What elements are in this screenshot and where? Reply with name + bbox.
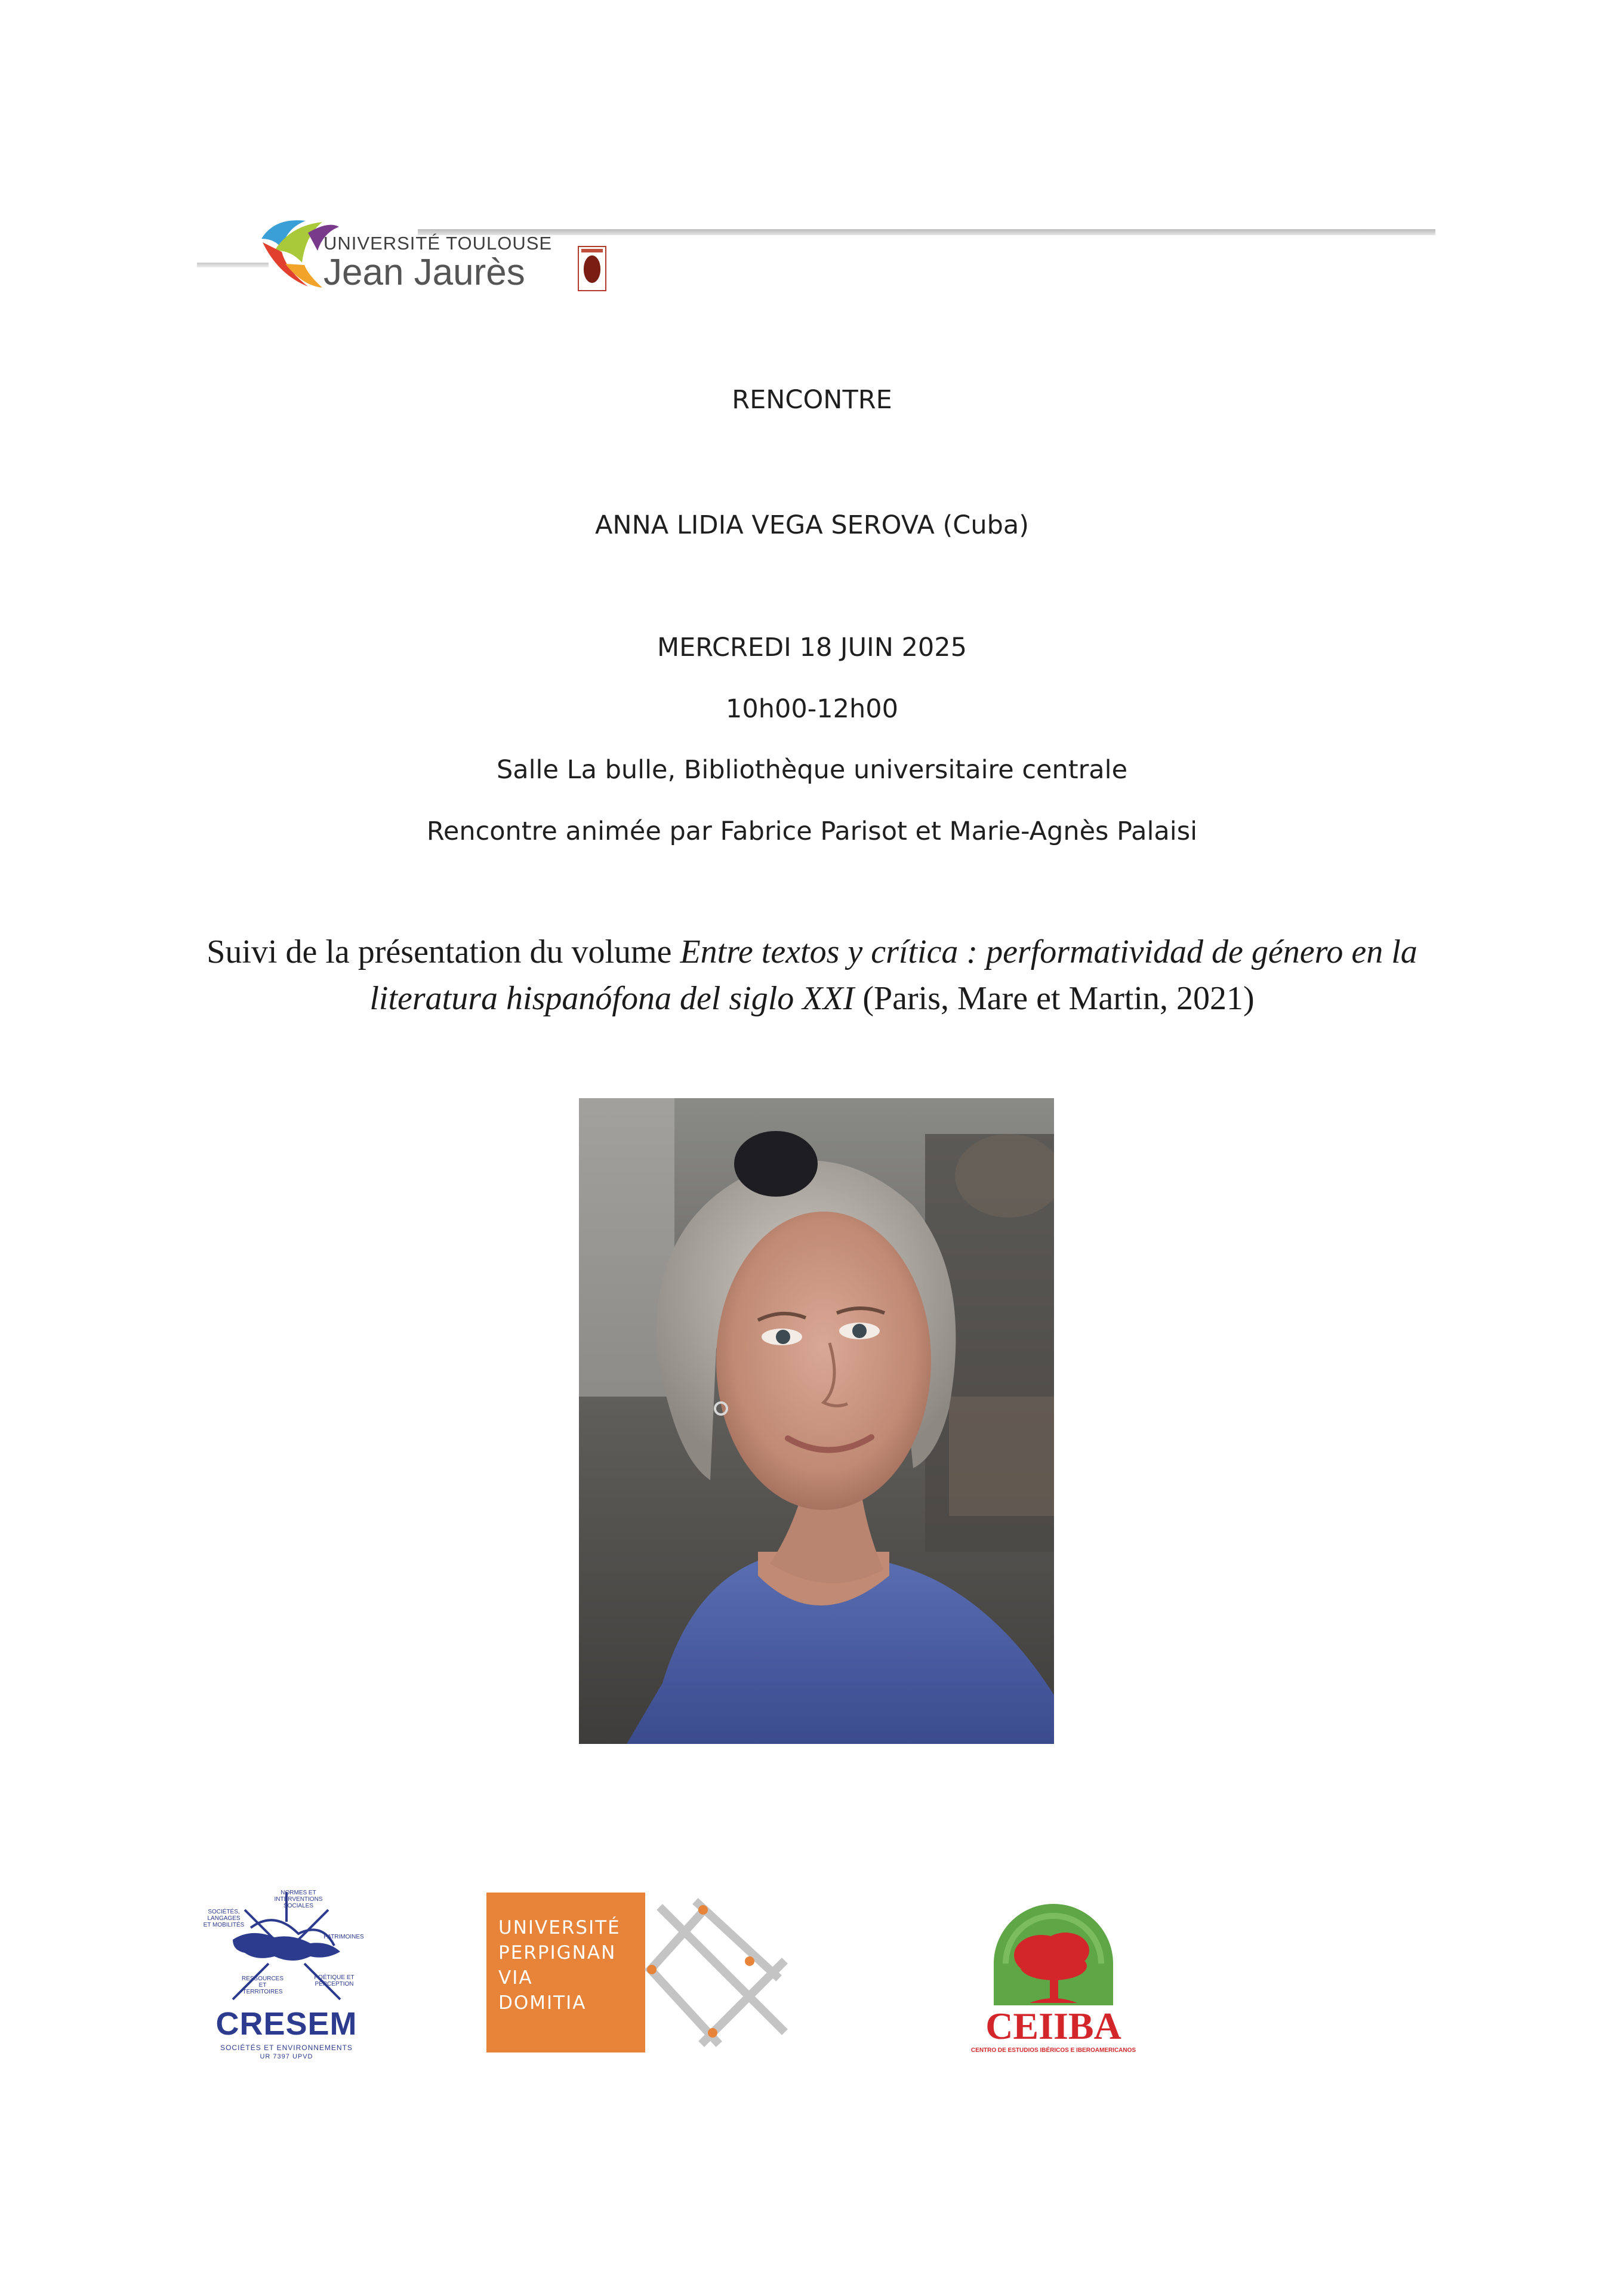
cresem-label-poetique: POÉTIQUE ET PERCEPTION xyxy=(314,1974,355,1987)
ut-seal-badge-icon xyxy=(578,246,606,291)
cresem-label-patrimoines: PATRIMOINES xyxy=(323,1934,364,1940)
upvd-logo-text: UNIVERSITÉ PERPIGNAN VIA DOMITIA xyxy=(498,1917,621,2014)
event-date: MERCREDI 18 JUIN 2025 xyxy=(657,633,967,662)
cresem-unit: UR 7397 UPVD xyxy=(260,2053,313,2060)
cresem-label-ressources: RESSOURCES ET TERRITOIRES xyxy=(241,1976,283,1995)
ceiiba-name: CEIIBA xyxy=(985,2005,1121,2047)
university-toulouse-logo xyxy=(251,215,609,298)
ceiiba-subtitle: CENTRO DE ESTUDIOS IBÉRICOS E IBEROAMERICANOS xyxy=(970,2047,1136,2054)
book-title: Entre textos y crítica : performatividad de género en la literatura hispanófona del siglo XXI xyxy=(369,933,1417,1017)
ceiiba-logo xyxy=(961,1904,1146,2059)
cresem-label-societes: SOCIÉTÉS, LANGAGES ET MOBILITÉS xyxy=(203,1909,245,1928)
cresem-logo xyxy=(203,1886,370,2065)
upvd-logo xyxy=(486,1893,645,2052)
logo-university-line: UNIVERSITÉ TOULOUSE xyxy=(323,233,553,254)
guest-portrait xyxy=(579,1098,1054,1744)
event-type: RENCONTRE xyxy=(732,385,892,415)
portrait-photo xyxy=(579,1098,1054,1744)
presentation-intro: Suivi de la présentation du volume xyxy=(207,933,680,970)
event-place: Salle La bulle, Bibliothèque universitaire centrale xyxy=(496,755,1128,785)
book-publication: (Paris, Mare et Martin, 2021) xyxy=(854,980,1255,1017)
cresem-name: CRESEM xyxy=(215,2006,358,2042)
cresem-subtitle: SOCIÉTÉS ET ENVIRONNEMENTS xyxy=(220,2044,353,2052)
logo-jean-jaures-line: Jean Jaurès xyxy=(323,252,525,293)
ceiiba-tree-icon xyxy=(994,1904,1113,2011)
event-time: 10h00-12h00 xyxy=(726,694,898,724)
event-hosts: Rencontre animée par Fabrice Parisot et Marie-Agnès Palaisi xyxy=(426,816,1198,846)
guest-name: ANNA LIDIA VEGA SEROVA (Cuba) xyxy=(595,510,1029,540)
cresem-label-normes: NORMES ET INTERVENTIONS SOCIALES xyxy=(274,1890,323,1909)
book-presentation xyxy=(179,929,1445,1022)
upvd-mesh-icon xyxy=(639,1886,788,2059)
